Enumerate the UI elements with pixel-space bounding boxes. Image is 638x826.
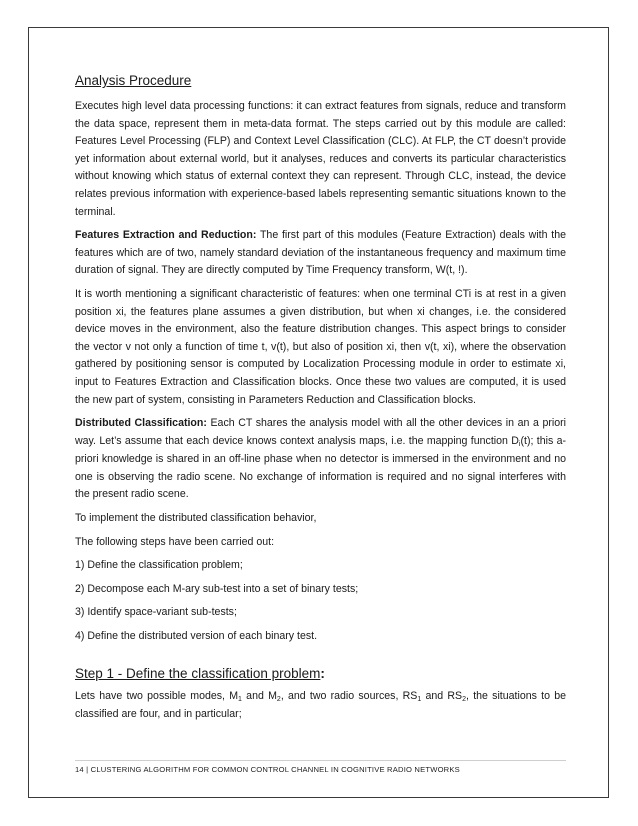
modes-text: Lets have two possible modes, M bbox=[75, 689, 239, 702]
distributed-lead: Distributed Classification: bbox=[75, 417, 207, 430]
modes-text: and RS bbox=[421, 689, 463, 702]
step-list-item: 1) Define the classification problem; bbox=[75, 559, 243, 572]
modes-sub: 2 bbox=[276, 695, 281, 703]
modes-text: , and two radio sources, RS bbox=[280, 689, 418, 702]
paragraph-intro: Executes high level data processing functions: it can extract features from signals, reduce and transform the data space, represent them in meta-data format. The steps carried out by this module are called: Features Level Processing (FLP) and Context Level Classification (CLC). At FLP, the CT doesn’t provide yet information about external world, but it analyses, reduces and converts its particular characteristics without knowing which status of external context they can represent. Through CLC, instead, the device relates previous information with experience-based labels representing semantic situations known to the terminal. bbox=[75, 100, 566, 218]
features-text: The first part of this modules (Feature Extraction) deals with the features which are of two, namely standard deviation of the instantaneous frequency and maximum time duration of signal. They are directly computed by Time Frequency transform, W(t, !). bbox=[75, 229, 566, 277]
distributed-text-a: Each CT shares the analysis model with all the other devices in an a priori way. Let’s assume that each device knows context analysis maps, i.e. the mapping function D bbox=[75, 417, 567, 447]
modes-sub: 1 bbox=[238, 695, 242, 703]
page-content bbox=[75, 73, 566, 730]
distributed-text-b: (t); this a-priori knowledge is shared in an off-line phase when no detector is immersed in the environment and no one is observing the radio scene. No exchange of information is required and no signal interferes with the present radio scene. bbox=[75, 434, 567, 501]
modes-text: , the situations to be classified are four, and in particular; bbox=[75, 689, 566, 721]
step-heading-colon: : bbox=[320, 665, 325, 681]
step-list-item: 4) Define the distributed version of each binary test. bbox=[75, 630, 318, 643]
paragraph-steps-intro: The following steps have been carried out: bbox=[75, 535, 275, 548]
step-heading-text: Step 1 - Define the classification problem bbox=[75, 665, 321, 681]
section-heading: Analysis Procedure bbox=[75, 73, 192, 88]
step-list-item: 2) Decompose each M-ary sub-test into a set of binary tests; bbox=[75, 582, 359, 595]
paragraph-modes bbox=[75, 688, 566, 724]
paragraph-distributed bbox=[75, 415, 566, 504]
distributed-sub: i bbox=[518, 440, 521, 448]
features-lead: Features Extraction and Reduction: bbox=[75, 229, 257, 242]
page-footer: 14 | CLUSTERING ALGORITHM FOR COMMON CONTROL CHANNEL IN COGNITIVE RADIO NETWORKS bbox=[75, 760, 566, 774]
modes-sub: 1 bbox=[417, 695, 422, 703]
paragraph-features bbox=[75, 227, 566, 280]
paragraph-characteristic: It is worth mentioning a significant characteristic of features: when one terminal CTi is at rest in a given position xi, the features plane assumes a given distribution, but when xi changes, i.e. the considered device moves in the environment, also the feature distribution changes. This aspect brings to consider the vector v not only a function of time t, v(t), but also of position xi, then v(t, xi), where the observation gathered by positioning sensor is computed by Localization Processing module in order to estimate xi, input to Features Extraction and Classification blocks. Once these two values are computed, it is used the new part of system, consisting in Parameters Reduction and Classification blocks. bbox=[75, 287, 566, 406]
paragraph-implement: To implement the distributed classification behavior, bbox=[75, 512, 317, 525]
step-list-item: 3) Identify space-variant sub-tests; bbox=[75, 606, 237, 619]
modes-sub: 2 bbox=[462, 695, 467, 703]
modes-text: and M bbox=[241, 689, 277, 702]
step-heading bbox=[75, 666, 566, 681]
